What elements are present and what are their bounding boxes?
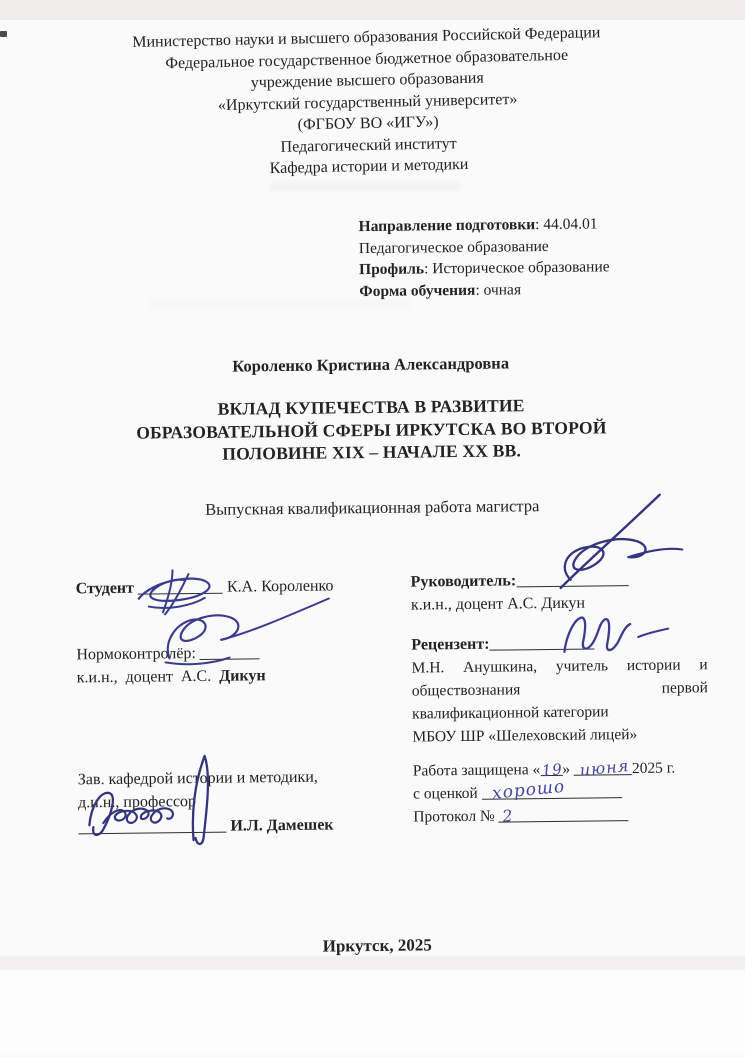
program-info xyxy=(358,213,679,303)
reviewer-line4: МБОУ ШР «Шелеховский лицей» xyxy=(412,726,638,746)
direction-line: Направление подготовки: 44.04.01 xyxy=(358,215,598,236)
protocol-row xyxy=(413,806,629,826)
scan-edge-bottom xyxy=(0,956,745,970)
grade-row xyxy=(412,776,622,804)
city-year: Иркутск, 2025 xyxy=(322,935,432,956)
university-header xyxy=(0,19,742,185)
dept-head-line2: д.и.н., профессор xyxy=(78,793,197,812)
defense-month-line xyxy=(574,755,632,780)
reviewer-label: Рецензент: xyxy=(411,635,490,654)
protocol-line xyxy=(499,805,629,826)
reviewer-line1: М.Н. Анушкина, учитель истории и xyxy=(411,656,708,677)
thesis-subtitle: Выпускная квалификационная работа магистра xyxy=(205,496,540,519)
header-line: учреждение высшего образования xyxy=(250,69,484,92)
handwritten-month: июня xyxy=(579,755,631,780)
dept-head-name: И.Л. Дамешек xyxy=(230,816,334,835)
student-label: Студент xyxy=(75,579,135,598)
supervisor-signature xyxy=(532,490,703,592)
reviewer-line2: обществознания первой xyxy=(411,679,708,700)
direction-line2: Педагогическое образование xyxy=(358,237,549,257)
title-line: ВКЛАД КУПЕЧЕСТВА В РАЗВИТИЕ xyxy=(217,395,525,419)
normcontrol-degree-text: к.и.н., доцент А.С. xyxy=(76,667,212,687)
header-line: (ФГБОУ ВО «ИГУ») xyxy=(297,113,439,134)
student-name: К.А. Короленко xyxy=(226,577,334,596)
supervisor-label: Руководитель: xyxy=(410,572,517,591)
defense-quote: » xyxy=(562,760,571,778)
defense-prefix: Работа защищена « xyxy=(412,761,541,780)
grade-label: с оценкой xyxy=(412,784,478,803)
title-line: ПОЛОВИНЕ XIX – НАЧАЛЕ XX ВВ. xyxy=(222,440,522,464)
normcontrol-label: Нормоконтролёр: xyxy=(76,645,196,664)
normcontrol-signature xyxy=(159,598,335,675)
author-name: Короленко Кристина Александровна xyxy=(232,353,510,376)
dept-head-line1: Зав. кафедрой истории и методики, xyxy=(77,768,318,789)
grade-line xyxy=(482,776,622,804)
header-line: Федеральное государственное бюджетное образовательное xyxy=(165,46,569,72)
title-line: ОБРАЗОВАТЕЛЬНОЙ СФЕРЫ ИРКУТСКА ВО ВТОРОЙ xyxy=(136,416,607,443)
supervisor-degree: к.и.н., доцент А.С. Дикун xyxy=(410,594,586,614)
header-line: Кафедра истории и методики xyxy=(269,155,469,178)
dept-head-signature xyxy=(81,751,257,853)
scan-margin-bottom xyxy=(0,970,745,1053)
header-line: «Иркутский государственный университет» xyxy=(217,90,518,114)
header-line: Педагогический институт xyxy=(280,134,457,156)
defense-date-row xyxy=(412,755,676,781)
thesis-title xyxy=(59,392,685,467)
reviewer-signature xyxy=(554,607,675,663)
protocol-label: Протокол № xyxy=(413,807,495,826)
handwritten-grade: хорошо xyxy=(490,776,566,804)
handwritten-protocol-number: 2 xyxy=(501,805,515,826)
profile-line: Профиль: Историческое образование xyxy=(358,258,610,279)
reviewer-line3: квалификационной категории xyxy=(412,703,609,723)
normcontrol-degree-name: Дикун xyxy=(219,667,266,685)
header-line: Министерство науки и высшего образования Российской Федерации xyxy=(132,24,601,51)
defense-day-line xyxy=(540,759,564,780)
defense-year: 2025 г. xyxy=(631,759,676,778)
form-line: Форма обучения: очная xyxy=(359,280,522,300)
handwritten-day: 19 xyxy=(540,759,564,780)
